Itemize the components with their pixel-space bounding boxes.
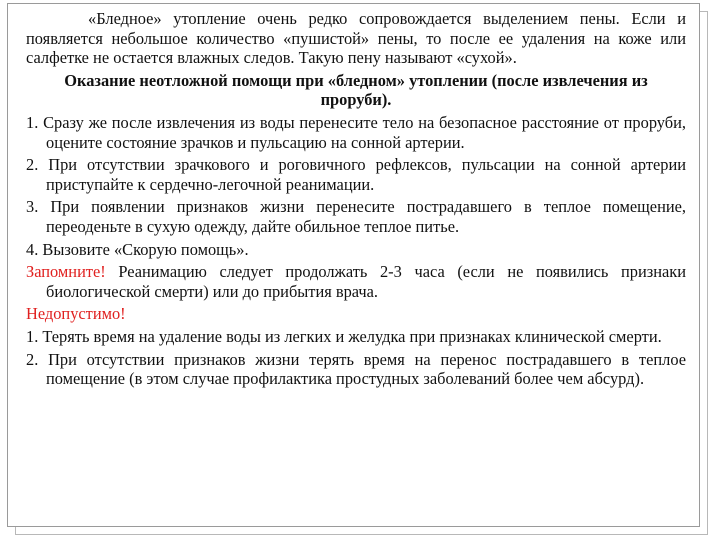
remember-label: Запомните! bbox=[26, 262, 106, 282]
step-item-1: 1. Сразу же после извлечения из воды перенесите тело на безопасное расстояние от проруби, оцените состояние зрачков и пульсацию на сонной артерии. bbox=[26, 112, 686, 152]
section-heading: Оказание неотложной помощи при «бледном» утоплении (после извлечения из проруби). bbox=[64, 70, 648, 110]
forbidden-label: Недопустимо! bbox=[26, 304, 126, 324]
remember-text: Реанимацию следует продолжать 2-3 часа (если не появились признаки биологической смерти) или до прибытия врача. bbox=[46, 262, 686, 301]
slide-content bbox=[26, 9, 686, 392]
remember-note bbox=[26, 262, 686, 301]
step-item-3: 3. При появлении признаков жизни перенесите пострадавшего в теплое помещение, переоденьте в сухую одежду, дайте обильное теплое питье. bbox=[26, 197, 686, 236]
step-item-2: 2. При отсутствии зрачкового и роговичного рефлексов, пульсации на сонной артерии приступайте к сердечно-легочной реанимации. bbox=[26, 155, 686, 194]
intro-paragraph: «Бледное» утопление очень редко сопровождается выделением пены. Если и появляется небольшое количество «пушистой» пены, то после ее удаления на коже или салфетке не остается влажных следов. Такую пену называют «сухой». bbox=[26, 9, 686, 68]
forbidden-item-2: 2. При отсутствии признаков жизни терять время на перенос пострадавшего в теплое помещение (в этом случае профилактика простудных заболеваний более чем абсурд). bbox=[26, 349, 686, 389]
forbidden-item-1: 1. Терять время на удаление воды из легких и желудка при признаках клинической смерти. bbox=[26, 326, 662, 346]
step-item-4: 4. Вызовите «Скорую помощь». bbox=[26, 239, 249, 259]
